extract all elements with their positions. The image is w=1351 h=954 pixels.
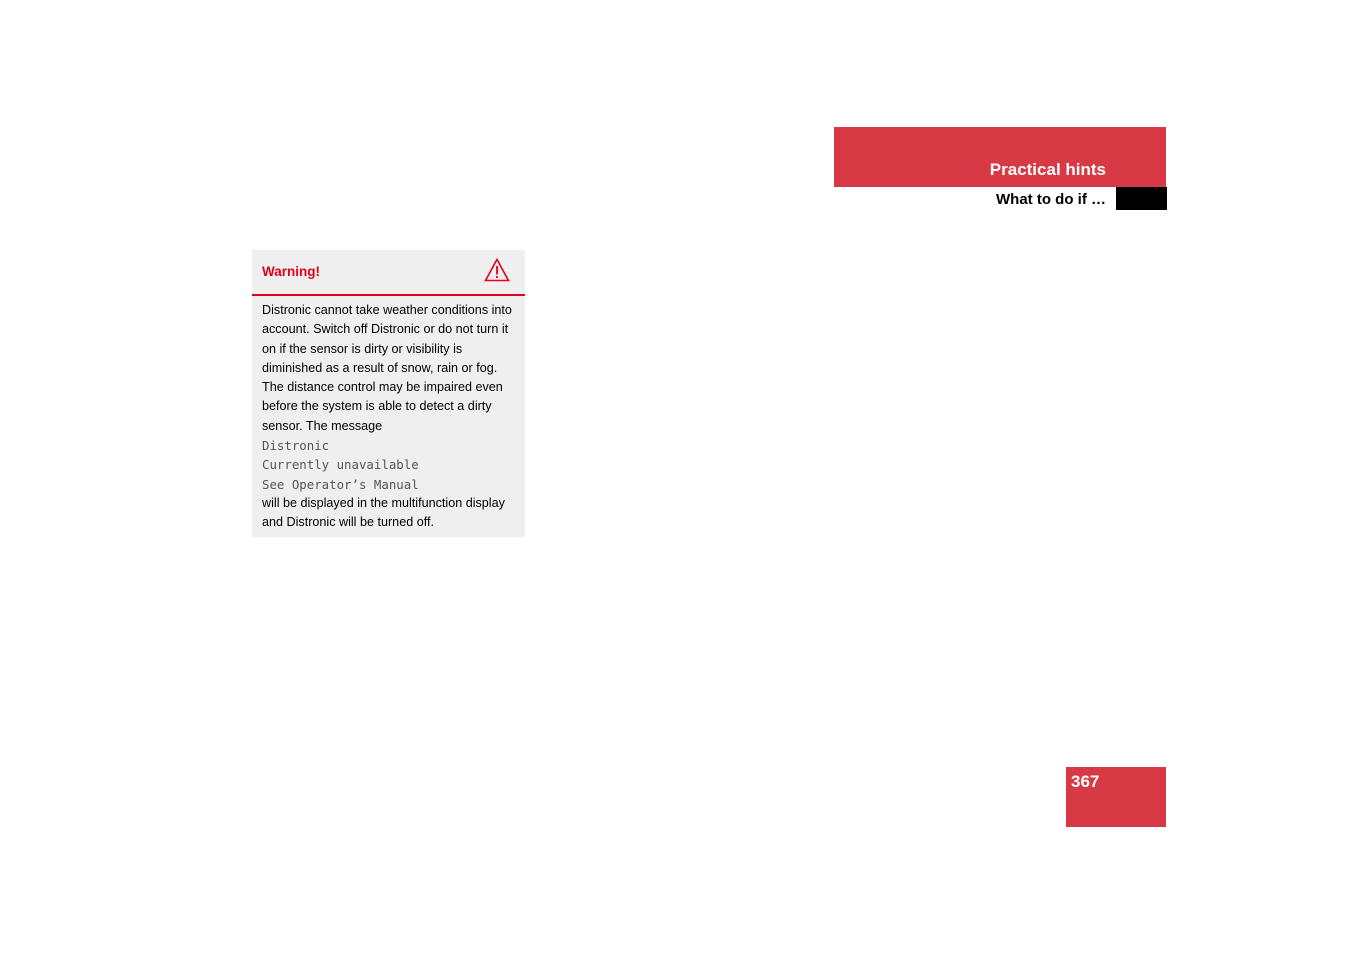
chapter-tab-marker <box>1116 187 1167 210</box>
display-message-line: See Operator’s Manual <box>262 476 419 492</box>
display-message-line: Currently unavailable <box>262 457 419 473</box>
section-title: Practical hints <box>989 160 1106 179</box>
warning-box <box>252 250 525 537</box>
page-number-block <box>1066 767 1166 827</box>
warning-triangle-icon <box>484 258 510 282</box>
warning-body-outro: will be displayed in the multifunction display and Distronic will be turned off. <box>262 495 505 530</box>
subsection-title: What to do if … <box>996 191 1106 208</box>
warning-label: Warning! <box>262 264 320 279</box>
chapter-header-block <box>834 127 1166 187</box>
display-message-line: Distronic <box>262 438 330 454</box>
warning-body <box>252 296 525 533</box>
warning-header <box>252 250 525 296</box>
page-number: 367 <box>1071 772 1100 791</box>
warning-body-intro: Distronic cannot take weather conditions into account. Switch off Distronic or do not turn it on if the sensor is dirty or visibility is diminished as a result of snow, rain or fog. The distance control may be impaired even before the system is able to detect a dirty sensor. The message <box>262 303 512 433</box>
